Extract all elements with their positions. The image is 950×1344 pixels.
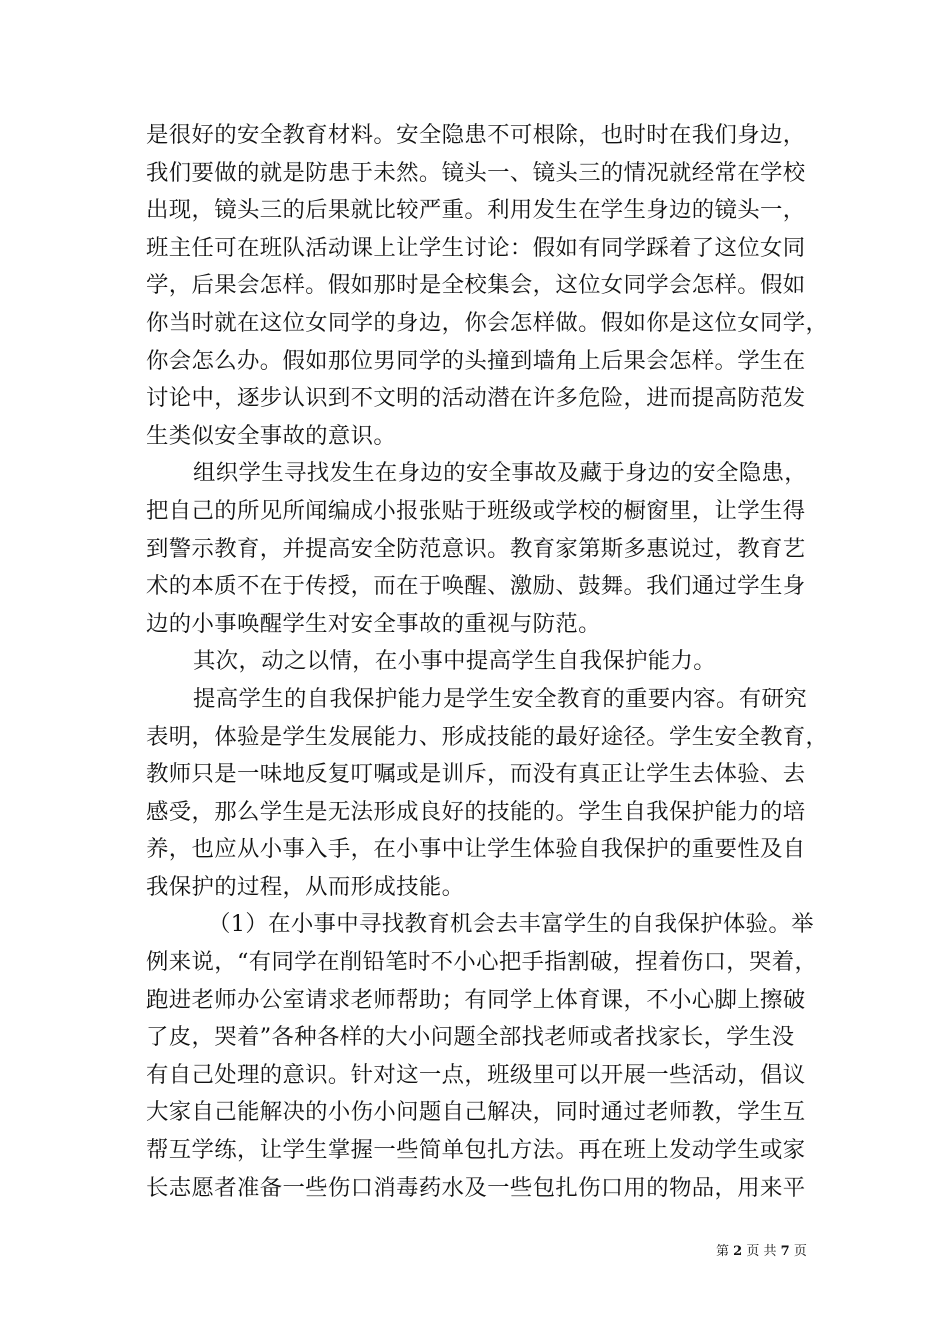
text-line: 跑进老师办公室请求老师帮助；有同学上体育课，不小心脚上擦破 xyxy=(146,986,806,1013)
text-line: 大家自己能解决的小伤小问题自己解决，同时通过老师教，学生互 xyxy=(146,1099,806,1126)
text-line: 学，后果会怎样。假如那时是全校集会，这位女同学会怎样。假如 xyxy=(146,272,806,299)
text-line: 例来说，“有同学在削铅笔时不小心把手指割破，捏着伤口，哭着， xyxy=(146,949,818,976)
text-line: 我保护的过程，从而形成技能。 xyxy=(146,873,465,900)
text-line: 长志愿者准备一些伤口消毒药水及一些包扎伤口用的物品，用来平 xyxy=(146,1174,806,1201)
page-number-footer xyxy=(716,1243,807,1261)
text-line: 出现，镜头三的后果就比较严重。利用发生在学生身边的镜头一， xyxy=(146,197,806,224)
footer-middle: 页 共 xyxy=(746,1244,777,1259)
footer-prefix: 第 xyxy=(716,1244,730,1259)
paragraph-start-line: 提高学生的自我保护能力是学生安全教育的重要内容。有研究 xyxy=(193,685,807,712)
text-line: 帮互学练，让学生掌握一些简单包扎方法。再在班上发动学生或家 xyxy=(146,1137,806,1164)
text-line: 把自己的所见所闻编成小报张贴于班级或学校的橱窗里，让学生得 xyxy=(146,497,806,524)
text-line: 边的小事唤醒学生对安全事故的重视与防范。 xyxy=(146,610,601,637)
text-line: 表明，体验是学生发展能力、形成技能的最好途径。学生安全教育， xyxy=(146,723,829,750)
text-line: 你会怎么办。假如那位男同学的头撞到墙角上后果会怎样。学生在 xyxy=(146,347,806,374)
section-heading-line: 其次，动之以情，在小事中提高学生自我保护能力。 xyxy=(193,648,717,675)
text-line: 是很好的安全教育材料。安全隐患不可根除，也时时在我们身边， xyxy=(146,122,806,148)
text-line: 我们要做的就是防患于未然。镜头一、镜头三的情况就经常在学校 xyxy=(146,159,806,186)
text-line: 感受，那么学生是无法形成良好的技能的。学生自我保护能力的培 xyxy=(146,798,806,825)
text-line: 有自己处理的意识。针对这一点，班级里可以开展一些活动，倡议 xyxy=(146,1061,806,1088)
text-line: 你当时就在这位女同学的身边，你会怎样做。假如你是这位女同学， xyxy=(146,309,829,336)
paragraph-start-line: 组织学生寻找发生在身边的安全事故及藏于身边的安全隐患， xyxy=(193,460,807,487)
numbered-paragraph-start-line: （1）在小事中寻找教育机会去丰富学生的自我保护体验。举 xyxy=(208,911,814,938)
text-line: 教师只是一味地反复叮嘱或是训斥，而没有真正让学生去体验、去 xyxy=(146,761,806,788)
current-page-number: 2 xyxy=(733,1244,743,1259)
text-line: 了皮，哭着”各种各样的大小问题全部找老师或者找家长，学生没 xyxy=(146,1024,795,1051)
total-page-number: 7 xyxy=(780,1244,790,1259)
text-line: 术的本质不在于传授，而在于唤醒、激励、鼓舞。我们通过学生身 xyxy=(146,573,806,600)
text-line: 生类似安全事故的意识。 xyxy=(146,422,397,449)
body-text xyxy=(146,117,829,1207)
footer-suffix: 页 xyxy=(793,1244,807,1259)
text-line: 班主任可在班队活动课上让学生讨论：假如有同学踩着了这位女同 xyxy=(146,234,806,261)
text-line: 养，也应从小事入手，在小事中让学生体验自我保护的重要性及自 xyxy=(146,836,806,863)
text-line: 讨论中，逐步认识到不文明的活动潜在许多危险，进而提高防范发 xyxy=(146,385,806,412)
text-line: 到警示教育，并提高安全防范意识。教育家第斯多惠说过，教育艺 xyxy=(146,535,806,562)
